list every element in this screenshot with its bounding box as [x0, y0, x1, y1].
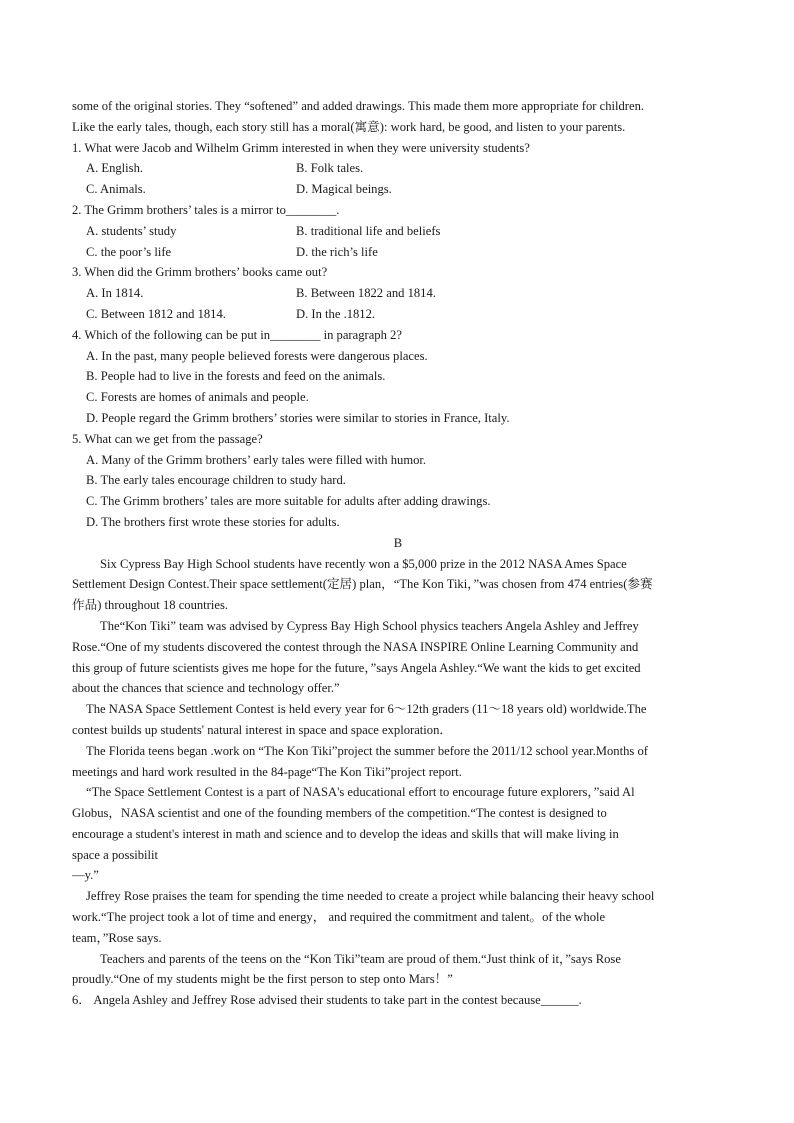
option-d: D. People regard the Grimm brothers’ stories were similar to stories in France, Italy.: [86, 410, 510, 425]
passage-line: “The Space Settlement Contest is a part of NASA's educational effort to encourage future explorers，”said Al: [86, 785, 635, 800]
question-6: [72, 990, 724, 1011]
option-a: A. students’ study: [86, 223, 177, 238]
passage-line: Like the early tales, though, each story still has a moral(寓意): work hard, be good, and listen to your parents.: [72, 119, 626, 134]
passage-line: about the chances that science and technology offer.”: [72, 681, 340, 696]
passage-line: The“Kon Tiki” team was advised by Cypress Bay High School physics teachers Angela Ashley and Jeffrey: [100, 618, 639, 633]
question-stem: 5. What can we get from the passage?: [72, 431, 263, 446]
passage-b: [72, 554, 724, 991]
paragraph-1: [72, 554, 724, 616]
option-d: D. the rich’s life: [296, 244, 378, 259]
option-row: [72, 221, 724, 242]
question-stem: 6． Angela Ashley and Jeffrey Rose advised their students to take part in the contest because______.: [72, 993, 582, 1008]
option-b: B. The early tales encourage children to study hard.: [86, 473, 346, 488]
option-row: [72, 158, 724, 179]
paragraph-6: [72, 886, 724, 948]
option-row: [72, 283, 724, 304]
passage-line: meetings and hard work resulted in the 84-page“The Kon Tiki”project report.: [72, 764, 462, 779]
option-c: C. Animals.: [86, 182, 146, 197]
paragraph-2: [72, 616, 724, 699]
option-row: [72, 179, 724, 200]
passage-line: Settlement Design Contest.Their space settlement(定居) plan，“The Kon Tiki，”was chosen from 474 entries(参赛: [72, 577, 653, 592]
option-b: B. People had to live in the forests and feed on the animals.: [86, 369, 386, 384]
passage-line: Teachers and parents of the teens on the “Kon Tiki”team are proud of them.“Just think of it，”says Rose: [100, 951, 621, 966]
option-c: C. Between 1812 and 1814.: [86, 306, 226, 321]
option-row: [72, 242, 724, 263]
passage-a-tail: [72, 96, 724, 138]
passage-line: some of the original stories. They “softened” and added drawings. This made them more appropriate for children.: [72, 99, 645, 113]
question-stem: 2. The Grimm brothers’ tales is a mirror to________.: [72, 202, 340, 217]
passage-line: The NASA Space Settlement Contest is held every year for 6～12th graders (11～18 years old) worldwide.The: [86, 702, 647, 717]
option-a: A. In 1814.: [86, 286, 144, 301]
option-a: A. Many of the Grimm brothers’ early tales were filled with humor.: [86, 452, 427, 467]
option-b: B. traditional life and beliefs: [296, 223, 441, 238]
question-3: [72, 262, 724, 324]
option-d: D. The brothers first wrote these stories for adults.: [86, 514, 340, 529]
passage-line: Six Cypress Bay High School students have recently won a $5,000 prize in the 2012 NASA Ames Space: [100, 556, 627, 571]
question-stem: 3. When did the Grimm brothers’ books came out?: [72, 265, 328, 280]
paragraph-7: [72, 949, 724, 991]
passage-line: team，”Rose says.: [72, 930, 162, 945]
option-d: D. Magical beings.: [296, 182, 392, 197]
question-1: [72, 138, 724, 200]
option-a: A. English.: [86, 161, 144, 176]
question-4: [72, 325, 724, 429]
passage-line: contest builds up students' natural interest in space and space exploration．: [72, 722, 452, 737]
option-b: B. Folk tales.: [296, 161, 364, 176]
option-d: D. In the .1812.: [296, 306, 376, 321]
passage-line: encourage a student's interest in math and science and to develop the ideas and skills that will make living in: [72, 826, 619, 841]
document-page: [72, 96, 724, 1011]
passage-line: 作品) throughout 18 countries.: [72, 598, 229, 613]
passage-line: The Florida teens began .work on “The Kon Tiki”project the summer before the 2011/12 school year.Months of: [86, 743, 648, 758]
passage-line: this group of future scientists gives me hope for the future，”says Angela Ashley.“We want the kids to get excited: [72, 660, 641, 675]
option-a: A. In the past, many people believed forests were dangerous places.: [86, 348, 428, 363]
question-stem: 1. What were Jacob and Wilhelm Grimm interested in when they were university students?: [72, 140, 530, 155]
passage-line: Jeffrey Rose praises the team for spending the time needed to create a project while balancing their heavy school: [86, 889, 655, 904]
passage-line: work.“The project took a lot of time and energy， and required the commitment and talent。of the whole: [72, 910, 606, 925]
option-b: B. Between 1822 and 1814.: [296, 286, 436, 301]
passage-line: Rose.“One of my students discovered the contest through the NASA INSPIRE Online Learning Community and: [72, 639, 639, 654]
question-2: [72, 200, 724, 262]
passage-line: Globus，NASA scientist and one of the founding members of the competition.“The contest is designed to: [72, 806, 607, 821]
option-row: [72, 304, 724, 325]
passage-line: proudly.“One of my students might be the first person to step onto Mars！”: [72, 972, 453, 987]
paragraph-5: [72, 782, 724, 886]
passage-line: space a possibilit: [72, 847, 159, 862]
question-stem: 4. Which of the following can be put in________ in paragraph 2?: [72, 327, 402, 342]
paragraph-4: [72, 741, 724, 783]
option-c: C. Forests are homes of animals and people.: [86, 390, 309, 405]
option-c: C. The Grimm brothers’ tales are more suitable for adults after adding drawings.: [86, 494, 491, 509]
option-c: C. the poor’s life: [86, 244, 172, 259]
section-heading: B: [393, 535, 403, 550]
paragraph-3: [72, 699, 724, 741]
passage-line: —y.”: [72, 868, 99, 883]
question-5: [72, 429, 724, 533]
